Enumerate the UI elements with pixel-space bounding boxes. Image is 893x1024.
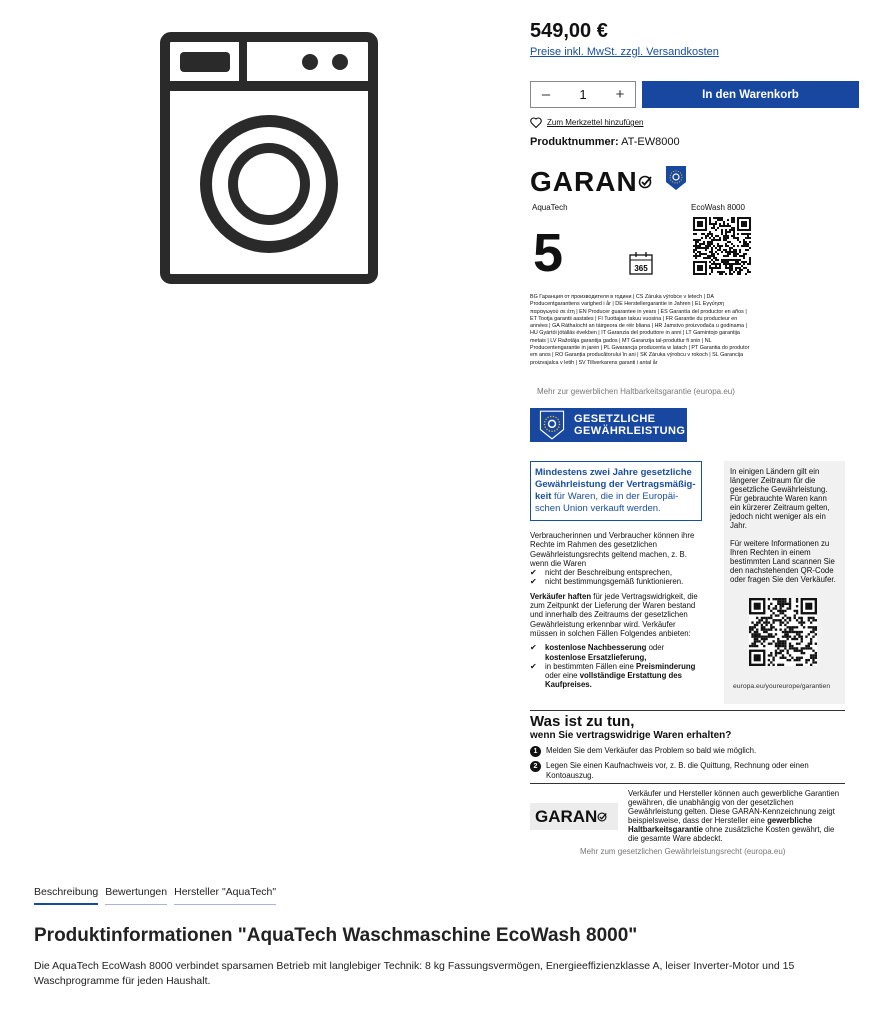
eu-shield-icon [538, 410, 566, 440]
offer-1c: kostenlose Ersatzlieferung, [545, 652, 647, 662]
blue-box-bold: Mindestens zwei Jahre gesetzliche Gewährleistung der Vertragsmäßigkeit [535, 467, 696, 502]
tab-reviews[interactable]: Bewertungen [105, 886, 167, 905]
sku-label: Produktnummer: [530, 136, 619, 148]
garan-small-logo [530, 803, 618, 830]
multilang-guarantee-text: BG Гаранция от производителя в години | CS Záruka výrobce v letech | DA Producentgarantiens varighed i år | DE Herstellergarantie in Jahren | EL Εγγύηση παραγωγού σε έτη | EN Producer guarantee in years | ES Garantía del productor en años | ET Tootja garantii aastates | FI Tuottajan takuu vuosina | FR Garantie du producteur en années | GA Ráthaíocht an táirgeora de réir bliana | HR Jamstvo proizvođača u godinama | HU Gyártói jótállás években | IT Garanzia del produttore in anni | LT Gamintojo garantija metais | LV Ražotāja garantija gados | MT Garanzija tal-produttur fi snin | NL Producentengarantie in jaren | PL Gwarancja producenta w latach | PT Garantia do produtor em anos | RO Garanția producătorului în ani | SK Záruka výrobcu v rokoch | SL Garancija proizvajalca v letih | SV Tillverkarens garanti i antal år [530, 294, 750, 366]
guarantee-more-link[interactable]: Mehr zur gewerblichen Haltbarkeitsgarantie (europa.eu) [537, 387, 735, 396]
product-info-title: Produktinformationen "AquaTech Waschmaschine EcoWash 8000" [34, 925, 638, 946]
qr-code-icon[interactable] [749, 598, 817, 666]
blue-box-rest: für Waren, die in der Europäischen Union verkauft werden. [535, 491, 679, 514]
offer-2c: oder eine [545, 671, 580, 681]
seller-bold: Verkäufer haften [530, 591, 592, 601]
rights-item-2: nicht bestimmungsgemäß funktionieren. [545, 577, 684, 587]
tab-manufacturer[interactable]: Hersteller "AquaTech" [174, 886, 276, 905]
calendar-text: 365 [634, 264, 648, 273]
todo-title: Was ist zu tun, [530, 713, 635, 730]
wishlist-label[interactable]: Zum Merkzettel hinzufügen [547, 118, 644, 127]
quantity-value[interactable]: 1 [579, 87, 587, 102]
grey-paragraph-1: In einigen Ländern gilt ein längerer Zeitraum für die gesetzliche Gewährleistung. Für gebrauchte Waren kann ein kürzerer Zeitraum gelten, jedoch nicht weniger als ein Jahr. [730, 467, 830, 530]
rights-item-1: nicht der Beschreibung entsprechen, [545, 568, 672, 578]
garan-text-c: ohne zusätzliche Kosten gewährt, die die gesamte Ware abdeckt. [628, 825, 835, 843]
garan-logo-text: GARAN [530, 166, 638, 197]
rights-intro: Verbraucherinnen und Verbraucher können ihre Rechte im Rahmen des gesetzlichen Gewährleistungsrechts geltend machen, z. B. wenn die Waren [530, 531, 695, 568]
wishlist-link[interactable] [530, 117, 644, 128]
badge-line-2: GEWÄHRLEISTUNG [574, 425, 686, 437]
quantity-plus-button[interactable]: + [615, 86, 625, 103]
check-icon: ✔ [530, 643, 537, 653]
product-number [530, 136, 680, 148]
offer-1 [545, 643, 705, 662]
product-info-body: Die AquaTech EcoWash 8000 verbindet sparsamen Betrieb mit langlebiger Technik: 8 kg Fassungsvermögen, Energieeffizienzklasse A, leiser Inverter-Motor und 15 Waschprogramme für jeden Haushalt. [34, 960, 795, 987]
step-2 [530, 761, 840, 780]
add-to-cart-button[interactable]: In den Warenkorb [642, 81, 859, 108]
consumer-rights [530, 531, 705, 690]
price-note-link[interactable]: Preise inkl. MwSt. zzgl. Versandkosten [530, 46, 719, 58]
sku-value: AT-EW8000 [621, 136, 680, 148]
washing-machine-icon [160, 32, 378, 284]
offer-2 [545, 662, 705, 690]
offer-2a: in bestimmten Fällen eine [545, 661, 637, 671]
step-number-icon: 1 [530, 746, 541, 757]
step-number-icon: 2 [530, 761, 541, 772]
calendar-icon [629, 251, 653, 275]
product-tabs [34, 886, 276, 905]
country-info-panel [724, 461, 845, 704]
checkmark-seal-icon [597, 812, 607, 822]
offer-1b: oder [646, 643, 665, 653]
quantity-stepper[interactable] [530, 81, 636, 108]
tab-description[interactable]: Beschreibung [34, 886, 98, 905]
check-icon: ✔ [530, 577, 537, 587]
offer-2b: Preisminderung [636, 661, 696, 671]
garan-small-text: GARAN [535, 806, 598, 826]
step-1 [530, 746, 840, 757]
product-image[interactable] [160, 32, 378, 284]
seller-liability [530, 592, 705, 638]
check-icon: ✔ [530, 661, 537, 671]
seller-rest: für jede Vertragswidrigkeit, die zum Zeitpunkt der Lieferung der Waren bestand und innerhalb des Zeitraums der gesetzlichen Gewährleistung erkennbar wird. Verkäufer müssen in solchen Fällen Folgendes anbieten: [530, 591, 698, 638]
badge-line-1: GESETZLICHE [574, 413, 656, 425]
divider [530, 783, 845, 784]
guarantee-years: 5 [533, 223, 564, 283]
garan-logo [530, 166, 652, 198]
offer-2d: vollständige Erstattung des Kaufpreises. [545, 671, 682, 690]
garan-text-b: gewerbliche Haltbarkeitsgarantie [628, 816, 813, 834]
step-2-text: Legen Sie einen Kaufnachweis vor, z. B. die Quittung, Rechnung oder einen Kontoauszug. [546, 761, 809, 780]
europa-link[interactable]: europa.eu/youreurope/garantien [733, 683, 831, 690]
quantity-minus-button[interactable]: – [541, 86, 551, 103]
legal-warranty-badge [530, 408, 687, 442]
divider [530, 710, 845, 711]
grey-paragraph-2: Für weitere Informationen zu Ihren Rechten in einem bestimmten Land scannen Sie den nachstehenden QR-Code oder fragen Sie den Verkäufer. [730, 539, 836, 584]
qr-code-icon[interactable] [693, 217, 751, 275]
legal-warranty-link[interactable]: Mehr zum gesetzlichen Gewährleistungsrecht (europa.eu) [580, 847, 786, 856]
two-year-warranty-box [530, 461, 702, 521]
label-brand: AquaTech [532, 203, 568, 212]
product-price: 549,00 € [530, 20, 608, 42]
offer-1a: kostenlose Nachbesserung [545, 643, 647, 653]
checkmark-seal-icon [638, 175, 652, 189]
step-1-text: Melden Sie dem Verkäufer das Problem so bald wie möglich. [546, 746, 757, 755]
garan-text-a: Verkäufer und Hersteller können auch gewerbliche Garantien gewähren, die unabhängig von der gesetzlichen Gewährleistung gelten. Diese GARAN-Kennzeichnung zeigt beispielsweise, dass der Hersteller eine [628, 789, 840, 825]
label-model: EcoWash 8000 [691, 203, 745, 212]
check-icon: ✔ [530, 568, 537, 578]
todo-subtitle: wenn Sie vertragswidrige Waren erhalten? [530, 730, 732, 741]
garan-explanation [628, 789, 845, 843]
eu-shield-icon [665, 165, 687, 191]
heart-icon [530, 117, 542, 128]
